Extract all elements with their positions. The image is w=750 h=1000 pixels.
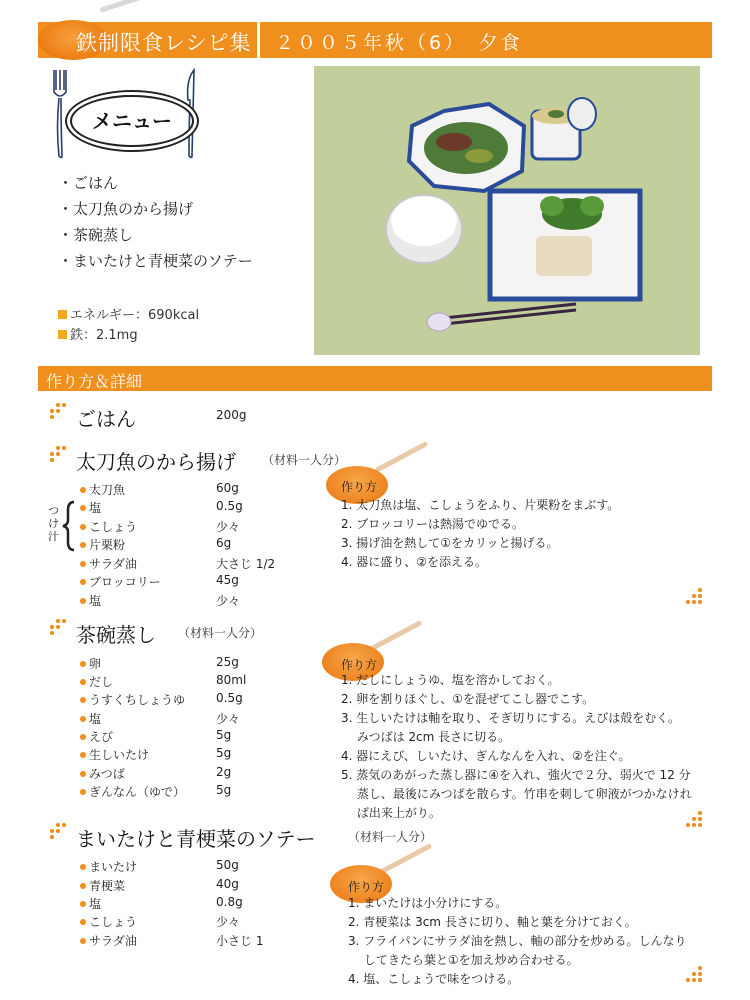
meal-photo: [314, 66, 700, 355]
step-line: 1. 太刀魚は塩、こしょうをふり、片栗粉をまぶす。: [341, 498, 620, 512]
step-line: 4. 器にえび、しいたけ、ぎんなんを入れ、②を注ぐ。: [341, 749, 631, 763]
ingredient-item: 卵: [80, 655, 101, 672]
step-line: 4. 塩、こしょうで味をつける。: [348, 972, 520, 986]
step-line: 蒸し、最後にみつばを散らす。竹串を刺して卵液がつかなけれ: [341, 787, 692, 801]
step-line: 1. まいたけは小分けにする。: [348, 896, 508, 910]
ingredient-item: 片栗粉: [80, 536, 125, 553]
step-line: 3. 揚げ油を熱して①をカリッと揚げる。: [341, 536, 559, 550]
menu-item: ・茶碗蒸し: [58, 226, 134, 244]
pan-handle-decoration: [379, 843, 433, 875]
ingredient-item: 青梗菜: [80, 877, 125, 894]
recipe-note-chawanmushi: （材料一人分）: [178, 626, 263, 640]
brace-icon: [62, 500, 76, 552]
energy-value: エネルギー：690kcal: [70, 308, 200, 323]
dots-icon: [46, 823, 68, 841]
ingredient-amount: 0.8g: [216, 895, 243, 909]
step-line: 2. 卵を割りほぐし、①を混ぜてこし器でこす。: [341, 692, 595, 706]
ingredient-item: ブロッコリー: [80, 573, 161, 590]
ingredient-item: えび: [80, 728, 113, 745]
ingredient-item: サラダ油: [80, 932, 137, 949]
ingredient-amount: 6g: [216, 536, 232, 550]
document-subtitle: ２００５年秋（6） 夕食: [275, 32, 523, 54]
iron-value: 鉄：2.1mg: [70, 328, 138, 343]
header-divider: [257, 22, 260, 58]
dots-icon: [46, 403, 68, 421]
ingredient-item: うすくちしょうゆ: [80, 691, 185, 708]
step-line: 5. 蒸気のあがった蒸し器に④を入れ、強火で２分、弱火で 12 分: [341, 768, 691, 782]
ingredient-item: 生しいたけ: [80, 746, 149, 763]
ingredient-item: ぎんなん（ゆで）: [80, 783, 185, 800]
ingredient-item: 塩: [80, 499, 101, 516]
ingredient-amount: 小さじ 1: [216, 934, 264, 948]
recipe-title-rice: ごはん: [76, 407, 136, 431]
step-line: 1. だしにしょうゆ、塩を溶かしておく。: [341, 673, 560, 687]
ingredient-item: まいたけ: [80, 858, 137, 875]
ingredient-amount: 45g: [216, 573, 239, 587]
marinade-label: つ け 汁: [48, 504, 59, 543]
nutrition-info: [58, 306, 199, 346]
step-line: 2. ブロッコリーは熱湯でゆでる。: [341, 517, 525, 531]
menu-item: ・太刀魚のから揚げ: [58, 200, 194, 218]
chawanmushi-steps: [341, 671, 692, 823]
menu-item: ・まいたけと青梗菜のソテー: [58, 252, 253, 270]
ingredient-amount: 5g: [216, 783, 232, 797]
ingredient-amount: 60g: [216, 481, 239, 495]
menu-label: メニュー: [92, 109, 172, 133]
ingredient-amount: 5g: [216, 746, 232, 760]
step-line: 3. 生しいたけは軸を取り、そぎ切りにする。えびは殻をむく。: [341, 711, 681, 725]
ingredient-amount: 少々: [216, 520, 241, 534]
dots-icon: [686, 966, 708, 984]
ingredient-amount: 5g: [216, 728, 232, 742]
step-line: してきたら葉と①を加え炒め合わせる。: [348, 953, 579, 967]
ingredient-item: こしょう: [80, 913, 137, 930]
ingredient-amount: 少々: [216, 594, 241, 608]
bullet-square-icon: [58, 310, 67, 319]
step-line: みつばは 2cm 長さに切る。: [341, 730, 511, 744]
ingredient-item: だし: [80, 673, 113, 690]
dots-icon: [686, 811, 708, 829]
method-label: 作り方: [341, 658, 378, 672]
document-title: 鉄制限食レシピ集: [76, 31, 252, 55]
ingredient-amount: 40g: [216, 877, 239, 891]
dots-icon: [46, 446, 68, 464]
step-line: 4. 器に盛り、②を添える。: [341, 555, 488, 569]
pan-handle-decoration: [375, 441, 429, 473]
step-line: ば出来上がり。: [341, 806, 441, 820]
ingredient-amount: 25g: [216, 655, 239, 669]
rice-amount: 200g: [216, 408, 247, 422]
dots-icon: [46, 619, 68, 637]
ingredient-item: こしょう: [80, 518, 137, 535]
method-label: 作り方: [341, 480, 378, 494]
section-title: 作り方＆詳細: [46, 372, 143, 391]
ingredient-item: 塩: [80, 710, 101, 727]
recipe-note-fish: （材料一人分）: [262, 453, 347, 467]
menu-item: ・ごはん: [58, 174, 119, 192]
ingredient-amount: 少々: [216, 712, 241, 726]
ingredient-item: サラダ油: [80, 555, 137, 572]
ingredient-amount: 0.5g: [216, 691, 243, 705]
ingredient-amount: 0.5g: [216, 499, 243, 513]
pan-handle-decoration: [99, 0, 191, 13]
ingredient-amount: 少々: [216, 915, 241, 929]
ingredient-amount: 2g: [216, 765, 232, 779]
step-line: 3. フライパンにサラダ油を熱し、軸の部分を炒める。しんなり: [348, 934, 687, 948]
method-label: 作り方: [348, 880, 385, 894]
ingredient-item: 塩: [80, 592, 101, 609]
menu-list: [58, 170, 253, 274]
recipe-title-chawanmushi: 茶碗蒸し: [76, 623, 156, 647]
ingredient-amount: 80ml: [216, 673, 247, 687]
recipe-title-fish: 太刀魚のから揚げ: [76, 450, 236, 474]
bullet-square-icon: [58, 330, 67, 339]
ingredient-amount: 50g: [216, 858, 239, 872]
ingredient-amount: 大さじ 1/2: [216, 557, 276, 571]
dots-icon: [686, 588, 708, 606]
saute-steps: [348, 894, 687, 989]
ingredient-item: 塩: [80, 895, 101, 912]
fish-steps: [341, 496, 619, 572]
pan-handle-decoration: [369, 620, 423, 652]
ingredient-item: 太刀魚: [80, 481, 125, 498]
recipe-note-saute: （材料一人分）: [348, 830, 433, 844]
ingredient-item: みつば: [80, 765, 125, 782]
recipe-title-saute: まいたけと青梗菜のソテー: [76, 827, 316, 851]
step-line: 2. 青梗菜は 3cm 長さに切り、軸と葉を分けておく。: [348, 915, 637, 929]
